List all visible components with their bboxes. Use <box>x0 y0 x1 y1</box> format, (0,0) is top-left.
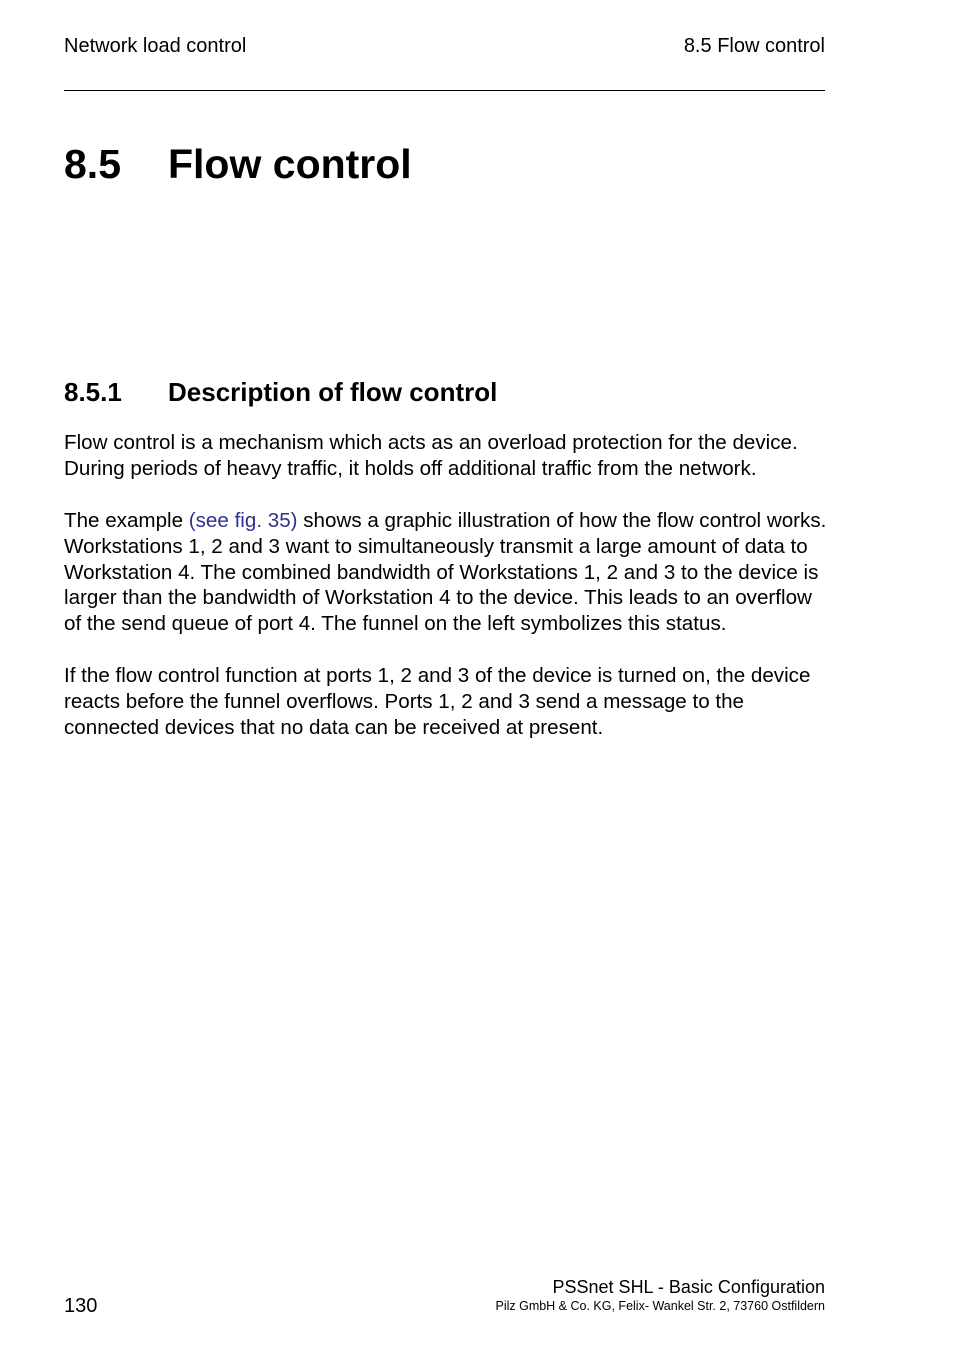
section-number: 8.5 <box>64 141 121 187</box>
section-title: Flow control <box>168 141 412 187</box>
header-divider <box>64 90 825 91</box>
figure-reference-link[interactable]: (see fig. 35) <box>188 508 298 532</box>
running-header-section-number: 8.5 <box>683 35 712 57</box>
paragraph-2-intro: The example <box>64 508 189 532</box>
paragraph-3: If the flow control function at ports 1, 2 and 3 of the device is turned on, the device reacts before the funnel overflows. Ports 1, 2 and 3 send a message to the connected devices that no data can be received at present. <box>64 664 811 739</box>
body-text <box>64 430 834 767</box>
subsection-heading <box>64 375 497 409</box>
page-number: 130 <box>64 1295 98 1317</box>
footer-address: Pilz GmbH & Co. KG, Felix- Wankel Str. 2, 73760 Ostfildern <box>495 1299 825 1313</box>
footer-document-title: PSSnet SHL - Basic Configuration <box>552 1277 825 1297</box>
paragraph-2-rest: shows a graphic illustration of how the flow control works. Workstations 1, 2 and 3 want to simultaneously transmit a large amount of data to Workstation 4. The combined bandwidth of Workstations 1, 2 and 3 to the device is larger than the bandwidth of Workstation 4 to the device. This leads to an overflow of the send queue of port 4. The funnel on the left symbolizes this status. <box>64 508 827 636</box>
section-heading <box>64 138 412 190</box>
running-header-section-title: Flow control <box>717 35 825 57</box>
paragraph-2 <box>64 508 834 638</box>
running-header-chapter: Network load control <box>64 35 247 57</box>
subsection-number: 8.5.1 <box>64 377 122 407</box>
running-header-section <box>684 33 825 59</box>
paragraph-1: Flow control is a mechanism which acts as an overload protection for the device. During periods of heavy traffic, it holds off additional traffic from the network. <box>64 431 798 480</box>
subsection-title: Description of flow control <box>168 377 498 407</box>
